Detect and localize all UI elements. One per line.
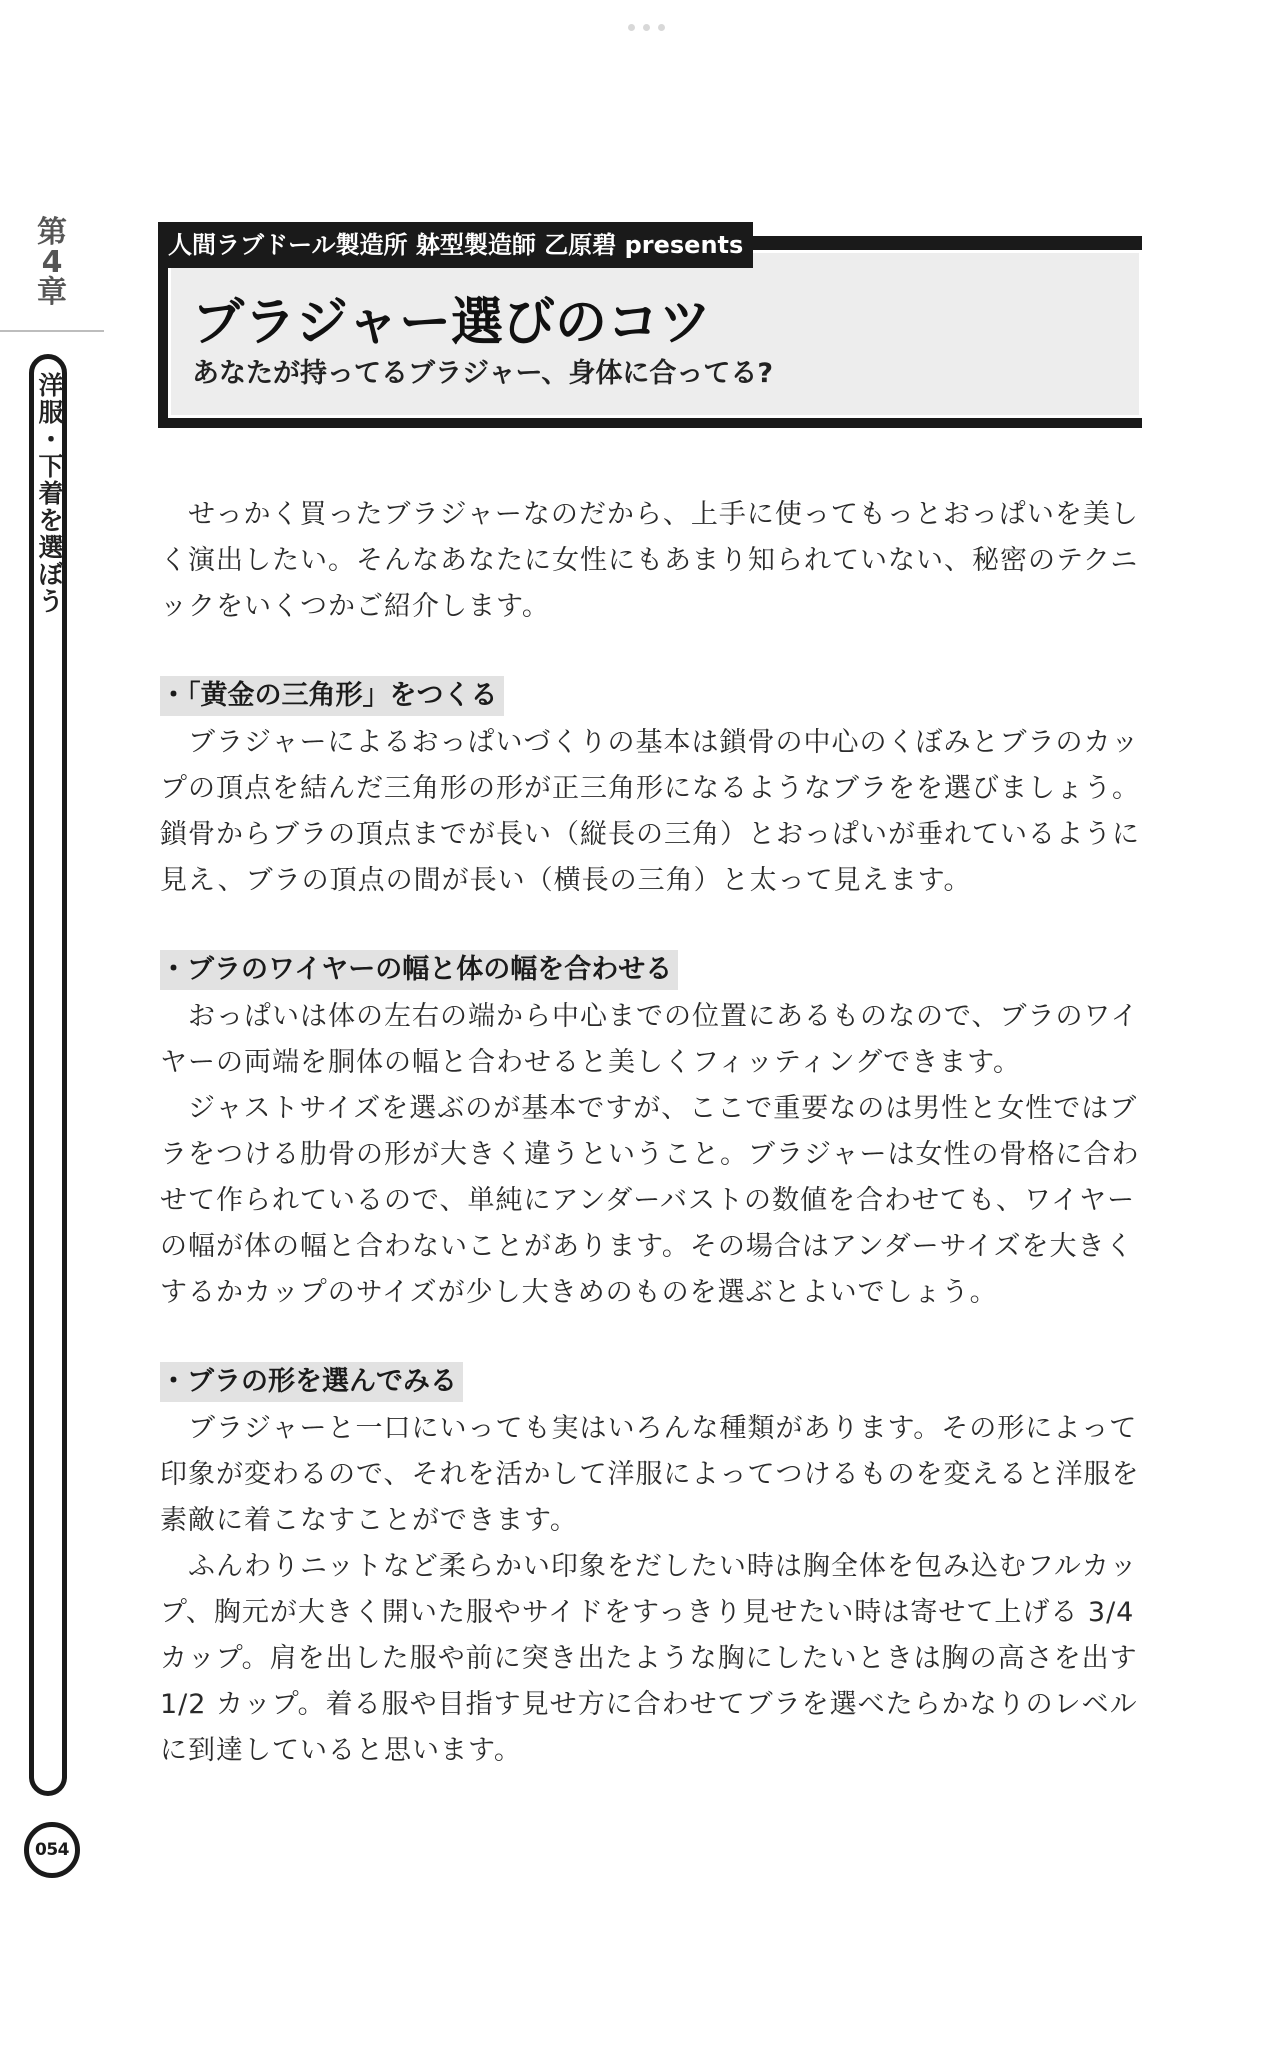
- section-paragraph: ジャストサイズを選ぶのが基本ですが、ここで重要なのは男性と女性ではブラをつける肋骨の形が大きく違うということ。ブラジャーは女性の骨格に合わせて作られているので、単純にアンダーバストの数値を合わせても、ワイヤーの幅が体の幅と合わないことがあります。その場合はアンダーサイズを大きくするかカップのサイズが少し大きめのものを選ぶとよいでしょう。: [160, 1093, 1140, 1308]
- side-title-char: を: [38, 506, 64, 535]
- section-wire-width: [160, 950, 1140, 1316]
- dot: [658, 24, 665, 31]
- side-title-char: 着: [38, 479, 64, 508]
- chapter-side-title: [36, 372, 66, 615]
- section-paragraph: ブラジャーと一口にいっても実はいろんな種類があります。その形によって印象が変わるので、それを活かして洋服によってつけるものを変えると洋服を素敵に着こなすことができます。: [160, 1413, 1140, 1536]
- section-heading: ・ブラのワイヤーの幅と体の幅を合わせる: [160, 950, 678, 990]
- side-title-char: 下: [38, 452, 64, 481]
- side-title-char: う: [38, 587, 64, 616]
- section-paragraph: ふんわりニットなど柔らかい印象をだしたい時は胸全体を包み込むフルカップ、胸元が大きく開いた服やサイドをすっきり見せたい時は寄せて上げる 3/4 カップ。肩を出した服や前に突き出たような胸にしたいときは胸の高さを出す 1/2 カップ。着る服や目指す見せ方に合わせてブラを選べたらかなりのレベルに到達していると思います。: [160, 1551, 1138, 1766]
- section-golden-triangle: [160, 676, 1140, 904]
- side-title-char: ぼ: [38, 560, 64, 589]
- chapter-char: 章: [37, 275, 67, 310]
- section-heading: ・ブラの形を選んでみる: [160, 1362, 463, 1402]
- dot: [628, 24, 635, 31]
- article-body: [160, 492, 1140, 1774]
- page-number: 054: [24, 1822, 80, 1878]
- dot: [643, 24, 650, 31]
- section-paragraph: ブラジャーによるおっぱいづくりの基本は鎖骨の中心のくぼみとブラのカップの頂点を結んだ三角形の形が正三角形になるようなブラをを選びましょう。鎖骨からブラの頂点までが長い（縦長の三角）とおっぱいが垂れているように見え、ブラの頂点の間が長い（横長の三角）と太って見えます。: [160, 727, 1140, 896]
- page-subtitle: あなたが持ってるブラジャー、身体に合ってる?: [192, 358, 774, 389]
- chapter-mark: [28, 215, 76, 310]
- chapter-char: 4: [41, 245, 63, 280]
- section-heading: ・「黄金の三角形」をつくる: [160, 676, 504, 716]
- side-title-char: ・: [38, 425, 64, 454]
- side-title-char: 洋: [38, 371, 64, 400]
- chapter-char: 第: [37, 215, 67, 250]
- page-title: ブラジャー選びのコツ: [192, 293, 711, 353]
- page-indicator-dots: [628, 24, 665, 31]
- section-bra-shape: [160, 1362, 1140, 1774]
- chapter-divider: [0, 330, 104, 332]
- header-label: 人間ラブドール製造所 躰型製造師 乙原碧 presents: [158, 222, 753, 268]
- intro-paragraph: せっかく買ったブラジャーなのだから、上手に使ってもっとおっぱいを美しく演出したい。そんなあなたに女性にもあまり知られていない、秘密のテクニックをいくつかご紹介します。: [160, 499, 1139, 622]
- side-title-char: 服: [38, 398, 64, 427]
- side-title-char: 選: [38, 533, 64, 562]
- section-paragraph: おっぱいは体の左右の端から中心までの位置にあるものなので、ブラのワイヤーの両端を胴体の幅と合わせると美しくフィッティングできます。: [160, 1001, 1139, 1078]
